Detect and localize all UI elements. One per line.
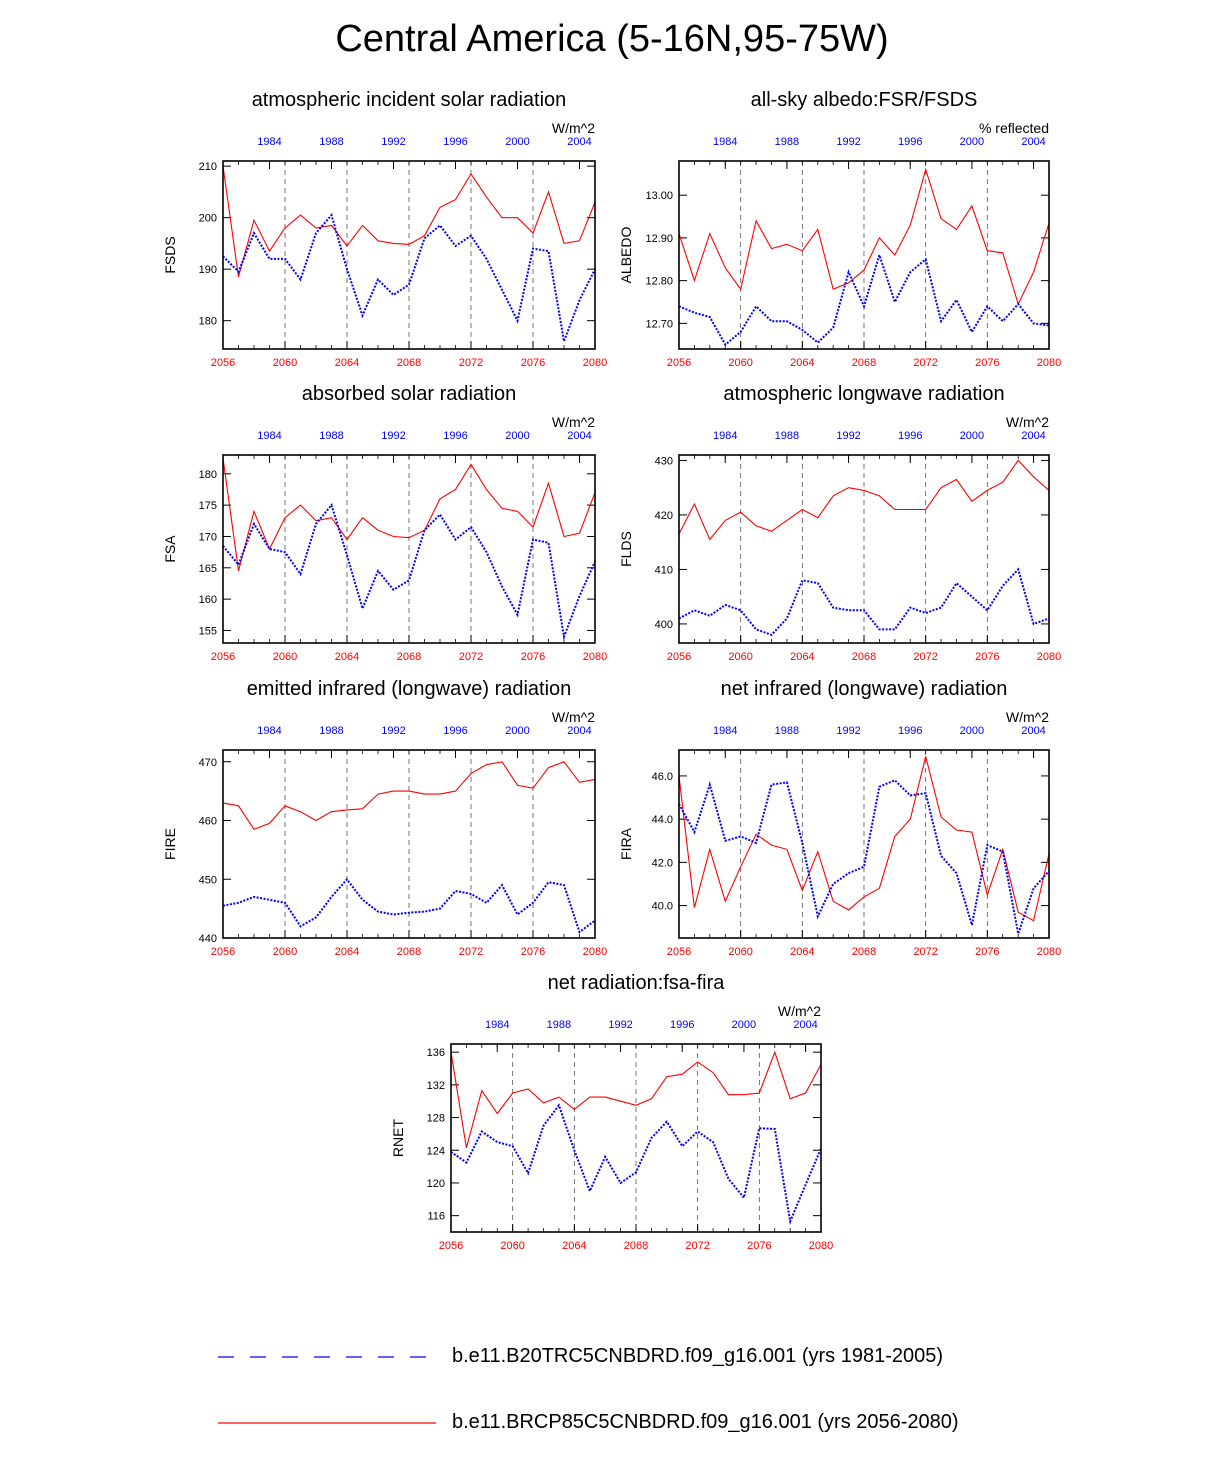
panel-0-xtick-label-0: 2056 bbox=[210, 357, 236, 369]
panel-0-xtick-top-label-0: 1984 bbox=[257, 136, 282, 148]
panel-0-xtick-label-2: 2064 bbox=[334, 357, 360, 369]
panel-3-xtick-label-2: 2064 bbox=[790, 651, 815, 663]
panel-5-xtick-top-label-2: 1992 bbox=[836, 725, 861, 737]
panel-6-xtick-top-label-1: 1988 bbox=[546, 1019, 572, 1031]
panel-6-xtick-top-label-3: 1996 bbox=[670, 1019, 695, 1031]
panel-5-xtick-label-2: 2064 bbox=[790, 946, 815, 958]
panel-1-xtick-top-label-3: 1996 bbox=[898, 136, 923, 148]
panel-2-xtick-top-label-4: 2000 bbox=[505, 430, 530, 442]
panel-ylabel-3: FLDS bbox=[618, 531, 634, 567]
panel-0-xtick-top-label-3: 1996 bbox=[443, 136, 468, 148]
panel-2-ytick-label-3: 170 bbox=[198, 531, 217, 544]
panel-2-xtick-top-label-1: 1988 bbox=[319, 430, 344, 442]
panel-1-xtick-top-label-4: 2000 bbox=[959, 136, 985, 148]
panel-0-ytick-label-3: 210 bbox=[198, 161, 217, 174]
panel-ylabel-1: ALBEDO bbox=[618, 226, 634, 284]
panel-title-1: all-sky albedo:FSR/FSDS bbox=[750, 89, 978, 111]
panel-1-xtick-top-label-5: 2004 bbox=[1021, 136, 1046, 148]
panel-1-xtick-top-label-0: 1984 bbox=[713, 136, 738, 148]
panel-ylabel-5: FIRA bbox=[618, 828, 634, 860]
panel-3-ytick-label-3: 430 bbox=[654, 455, 673, 468]
panel-0-xtick-label-3: 2068 bbox=[396, 357, 422, 369]
panel-units-0: W/m^2 bbox=[551, 120, 595, 136]
panel-5-xtick-label-1: 2060 bbox=[728, 946, 753, 958]
panel-5-xtick-top-label-3: 1996 bbox=[898, 725, 923, 737]
panel-ylabel-2: FSA bbox=[162, 535, 178, 563]
panel-title-4: emitted infrared (longwave) radiation bbox=[246, 678, 572, 700]
panel-3-xtick-top-label-4: 2000 bbox=[959, 430, 985, 442]
panel-4-xtick-label-5: 2076 bbox=[520, 946, 546, 958]
panel-2-xtick-label-0: 2056 bbox=[210, 651, 236, 663]
panel-ylabel-0: FSDS bbox=[162, 236, 178, 274]
panel-6-xtick-top-label-4: 2000 bbox=[731, 1019, 757, 1031]
panel-6-ytick-label-5: 136 bbox=[426, 1047, 445, 1060]
panel-3-xtick-label-6: 2080 bbox=[1036, 651, 1062, 663]
panel-4-xtick-top-label-4: 2000 bbox=[505, 725, 530, 737]
panel-1-xtick-label-1: 2060 bbox=[728, 357, 753, 369]
panel-6-xtick-label-3: 2068 bbox=[623, 1240, 649, 1252]
legend-line-dashed bbox=[218, 1347, 438, 1367]
panel-0-xtick-label-4: 2072 bbox=[458, 357, 484, 369]
panel-title-0: atmospheric incident solar radiation bbox=[251, 89, 567, 111]
panel-6-ytick-label-2: 124 bbox=[426, 1145, 445, 1158]
panel-0-xtick-top-label-4: 2000 bbox=[505, 136, 530, 148]
panel-3-ytick-label-0: 400 bbox=[654, 618, 673, 631]
panel-0-xtick-label-5: 2076 bbox=[520, 357, 546, 369]
panel-title-6: net radiation:fsa-fira bbox=[547, 972, 725, 994]
panel-2-xtick-label-5: 2076 bbox=[520, 651, 546, 663]
panel-0-xtick-top-label-5: 2004 bbox=[567, 136, 592, 148]
panel-5-xtick-label-6: 2080 bbox=[1036, 946, 1062, 958]
panel-4-xtick-label-0: 2056 bbox=[210, 946, 236, 958]
panel-1-ytick-label-1: 12.80 bbox=[645, 275, 673, 288]
panel-0-xtick-label-1: 2060 bbox=[272, 357, 298, 369]
panel-5-xtick-top-label-5: 2004 bbox=[1021, 725, 1046, 737]
panel-units-6: W/m^2 bbox=[777, 1003, 821, 1019]
panel-6-xtick-top-label-2: 1992 bbox=[608, 1019, 633, 1031]
panel-2-xtick-label-6: 2080 bbox=[582, 651, 608, 663]
panel-4-xtick-label-1: 2060 bbox=[272, 946, 298, 958]
panel-4-xtick-top-label-2: 1992 bbox=[381, 725, 406, 737]
panel-4-xtick-top-label-0: 1984 bbox=[257, 725, 282, 737]
panel-units-5: W/m^2 bbox=[1005, 709, 1049, 725]
panel-3-xtick-label-1: 2060 bbox=[728, 651, 753, 663]
panel-5-ytick-label-2: 44.0 bbox=[651, 814, 673, 827]
panel-2-ytick-label-5: 180 bbox=[198, 468, 217, 481]
panel-2-xtick-label-2: 2064 bbox=[334, 651, 360, 663]
panel-4-xtick-top-label-3: 1996 bbox=[443, 725, 468, 737]
panel-5-xtick-label-0: 2056 bbox=[666, 946, 692, 958]
panel-title-2: absorbed solar radiation bbox=[301, 383, 517, 405]
panel-2-xtick-label-3: 2068 bbox=[396, 651, 422, 663]
panel-2-xtick-top-label-0: 1984 bbox=[257, 430, 282, 442]
panel-1-ytick-label-0: 12.70 bbox=[645, 318, 673, 331]
legend-entry-future bbox=[218, 1411, 959, 1434]
panel-6-ytick-label-0: 116 bbox=[427, 1210, 445, 1223]
panel-4-xtick-label-2: 2064 bbox=[334, 946, 360, 958]
panel-1-xtick-label-5: 2076 bbox=[975, 357, 1000, 369]
panel-4-xtick-label-6: 2080 bbox=[582, 946, 608, 958]
panel-units-4: W/m^2 bbox=[551, 709, 595, 725]
panel-3-xtick-label-5: 2076 bbox=[975, 651, 1000, 663]
panel-5-xtick-top-label-0: 1984 bbox=[713, 725, 738, 737]
panel-0-ytick-label-1: 190 bbox=[198, 264, 217, 277]
panel-units-3: W/m^2 bbox=[1005, 414, 1049, 430]
legend-label-future: b.e11.BRCP85C5CNBDRD.f09_g16.001 (yrs 2056-2080) bbox=[452, 1411, 959, 1433]
panel-4-xtick-top-label-5: 2004 bbox=[567, 725, 592, 737]
panel-title-5: net infrared (longwave) radiation bbox=[720, 678, 1008, 700]
panel-6-ytick-label-1: 120 bbox=[426, 1177, 445, 1190]
panel-3-xtick-top-label-1: 1988 bbox=[774, 430, 800, 442]
panel-6-xtick-label-4: 2072 bbox=[685, 1240, 710, 1252]
panel-5-xtick-top-label-1: 1988 bbox=[774, 725, 800, 737]
panel-6-xtick-label-6: 2080 bbox=[808, 1240, 834, 1252]
panel-4-ytick-label-0: 440 bbox=[198, 933, 217, 945]
panel-1-xtick-label-3: 2068 bbox=[851, 357, 877, 369]
panel-6-ytick-label-4: 132 bbox=[426, 1079, 445, 1092]
panel-0-xtick-top-label-2: 1992 bbox=[381, 136, 406, 148]
panel-3-xtick-top-label-0: 1984 bbox=[713, 430, 738, 442]
panel-5-ytick-label-3: 46.0 bbox=[651, 770, 673, 783]
panel-2-ytick-label-2: 165 bbox=[198, 562, 217, 575]
panel-6-xtick-top-label-0: 1984 bbox=[485, 1019, 510, 1031]
panel-0-ytick-label-2: 200 bbox=[198, 212, 217, 225]
panel-5-xtick-label-4: 2072 bbox=[913, 946, 938, 958]
panel-4-ytick-label-1: 450 bbox=[198, 874, 217, 887]
legend-entry-historical bbox=[218, 1345, 943, 1368]
panel-0-ytick-label-0: 180 bbox=[198, 315, 217, 328]
panel-6-xtick-label-1: 2060 bbox=[500, 1240, 525, 1252]
panel-units-1: % reflected bbox=[978, 120, 1049, 136]
panel-3-xtick-top-label-3: 1996 bbox=[898, 430, 923, 442]
panel-5-xtick-label-5: 2076 bbox=[975, 946, 1000, 958]
panel-2-series-line-historical bbox=[223, 505, 595, 637]
panel-1-ytick-label-2: 12.90 bbox=[645, 232, 673, 245]
panel-0-xtick-label-6: 2080 bbox=[582, 357, 608, 369]
panel-6-xtick-label-2: 2064 bbox=[562, 1240, 587, 1252]
panel-2-xtick-top-label-3: 1996 bbox=[443, 430, 468, 442]
panel-2-ytick-label-0: 155 bbox=[198, 625, 217, 638]
panel-1-xtick-label-4: 2072 bbox=[913, 357, 938, 369]
panel-3-xtick-top-label-5: 2004 bbox=[1021, 430, 1046, 442]
panel-2-ytick-label-1: 160 bbox=[198, 594, 217, 607]
panel-3-ytick-label-1: 410 bbox=[654, 564, 673, 577]
panel-6-xtick-label-5: 2076 bbox=[747, 1240, 772, 1252]
panel-3-xtick-label-3: 2068 bbox=[851, 651, 877, 663]
panel-5-xtick-label-3: 2068 bbox=[851, 946, 877, 958]
panel-1-xtick-top-label-2: 1992 bbox=[836, 136, 861, 148]
panel-6-ytick-label-3: 128 bbox=[426, 1112, 445, 1125]
panel-title-3: atmospheric longwave radiation bbox=[723, 383, 1005, 405]
panel-6-xtick-top-label-5: 2004 bbox=[793, 1019, 818, 1031]
panel-1-xtick-top-label-1: 1988 bbox=[774, 136, 800, 148]
panel-4-xtick-top-label-1: 1988 bbox=[319, 725, 344, 737]
panel-6-xtick-label-0: 2056 bbox=[438, 1240, 464, 1252]
panel-1-xtick-label-6: 2080 bbox=[1036, 357, 1062, 369]
panel-3-xtick-top-label-2: 1992 bbox=[836, 430, 861, 442]
panel-2-xtick-label-1: 2060 bbox=[272, 651, 298, 663]
panel-4-ytick-label-3: 470 bbox=[198, 756, 217, 769]
panel-1-ytick-label-3: 13.00 bbox=[645, 190, 673, 203]
panel-3-xtick-label-4: 2072 bbox=[913, 651, 938, 663]
panel-2-xtick-top-label-5: 2004 bbox=[567, 430, 592, 442]
panel-4-xtick-label-4: 2072 bbox=[458, 946, 484, 958]
panel-2-ytick-label-4: 175 bbox=[198, 500, 217, 513]
panel-4-xtick-label-3: 2068 bbox=[396, 946, 422, 958]
page-title: Central America (5-16N,95-75W) bbox=[335, 18, 889, 60]
panel-5-ytick-label-0: 40.0 bbox=[651, 900, 673, 913]
legend-label-historical: b.e11.B20TRC5CNBDRD.f09_g16.001 (yrs 1981-2005) bbox=[452, 1345, 944, 1367]
panel-1-xtick-label-2: 2064 bbox=[790, 357, 815, 369]
panel-1-xtick-label-0: 2056 bbox=[666, 357, 692, 369]
panel-ylabel-4: FIRE bbox=[162, 828, 178, 860]
panel-units-2: W/m^2 bbox=[551, 414, 595, 430]
panel-ylabel-6: RNET bbox=[390, 1118, 406, 1158]
panel-3-ytick-label-2: 420 bbox=[654, 509, 673, 522]
panel-0-xtick-top-label-1: 1988 bbox=[319, 136, 344, 148]
panel-3-xtick-label-0: 2056 bbox=[666, 651, 692, 663]
legend-line-solid bbox=[218, 1413, 438, 1433]
panel-5-ytick-label-1: 42.0 bbox=[651, 857, 673, 870]
panel-2-xtick-top-label-2: 1992 bbox=[381, 430, 406, 442]
panel-2-xtick-label-4: 2072 bbox=[458, 651, 484, 663]
panel-5-xtick-top-label-4: 2000 bbox=[959, 725, 985, 737]
panel-5-series-line-historical bbox=[679, 780, 1049, 933]
panel-4-ytick-label-2: 460 bbox=[198, 815, 217, 828]
